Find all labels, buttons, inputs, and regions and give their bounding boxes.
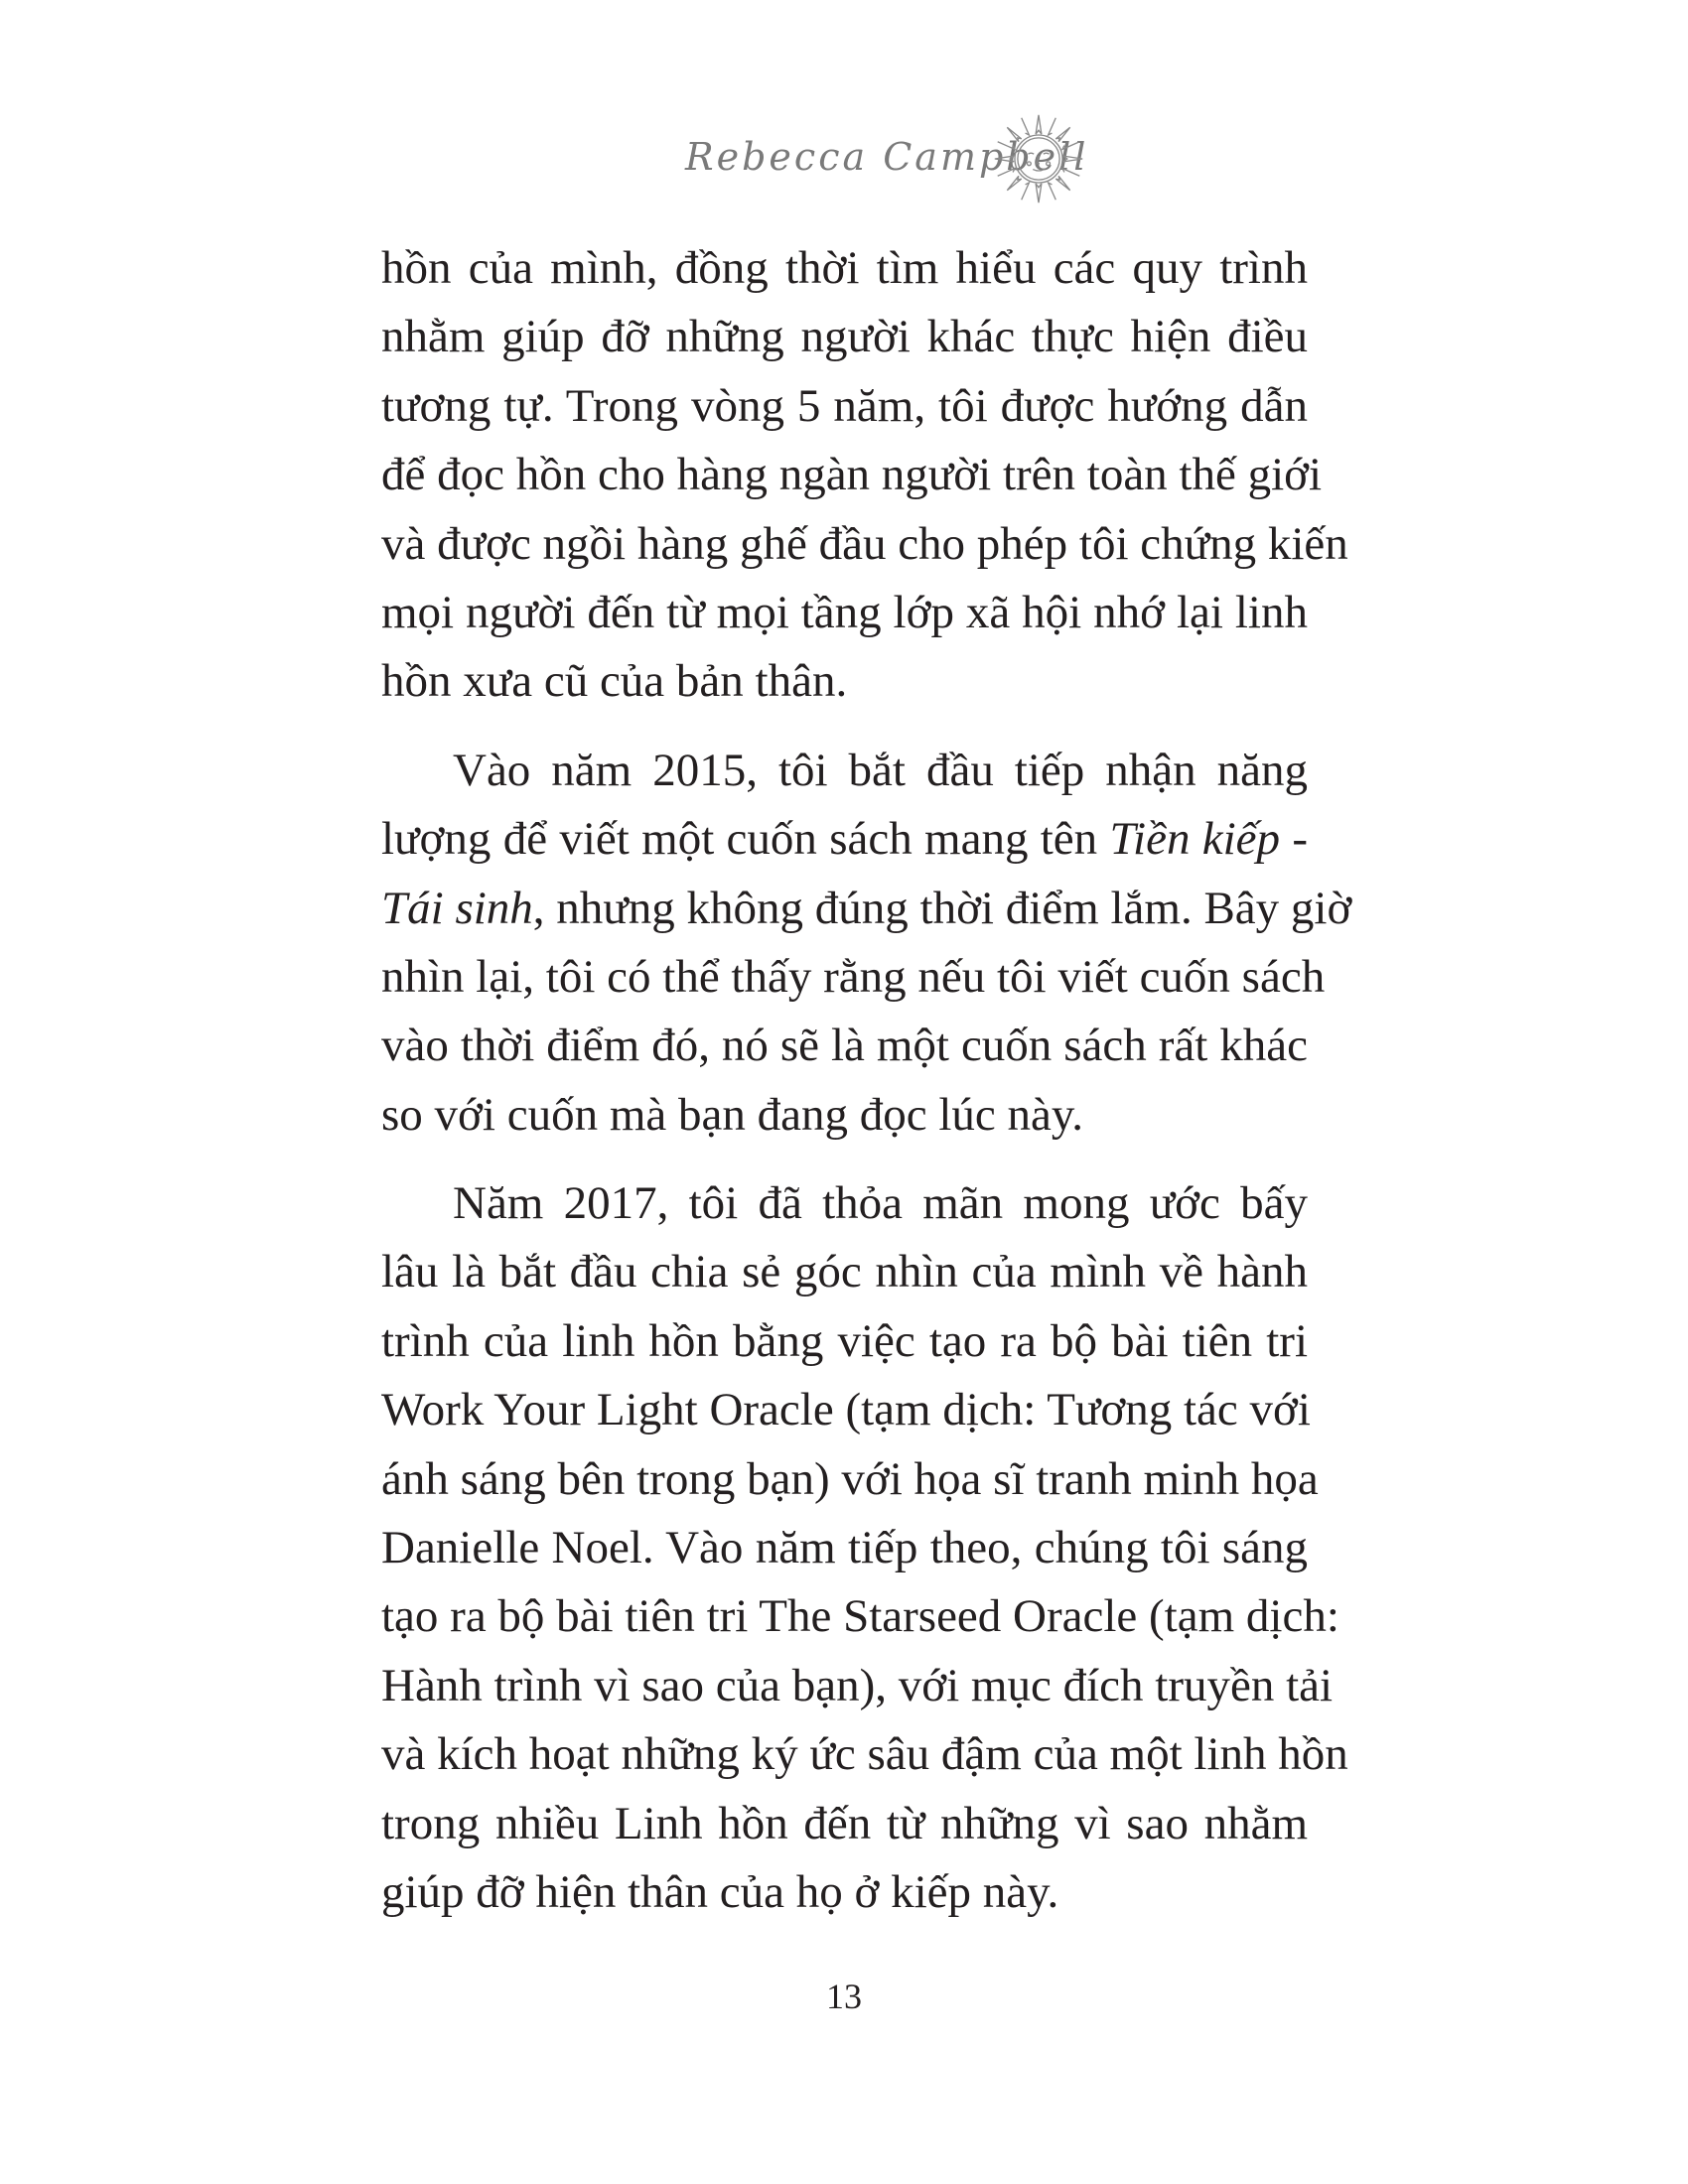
text-line: tạo ra bộ bài tiên tri The Starseed Oracle (tạm dịch:: [381, 1590, 1339, 1643]
page-number: 13: [826, 1977, 862, 2016]
text-line: lâu là bắt đầu chia sẻ góc nhìn của mình về hành: [381, 1246, 1308, 1298]
sun-face-icon: [991, 111, 1086, 206]
text-line: và kích hoạt những ký ức sâu đậm của một linh hồn: [381, 1728, 1348, 1781]
body-text: [381, 234, 1352, 1947]
text-line: nhằm giúp đỡ những người khác thực hiện điều: [381, 311, 1308, 363]
text-line: so với cuốn mà bạn đang đọc lúc này.: [381, 1088, 1084, 1141]
book-title-italic: Tiền kiếp -: [1109, 813, 1308, 866]
text-run: lượng để viết một cuốn sách mang tên: [381, 813, 1110, 866]
text-line: hồn của mình, đồng thời tìm hiểu các quy trình: [381, 242, 1308, 294]
text-line: tương tự. Trong vòng 5 năm, tôi được hướng dẫn: [381, 379, 1308, 432]
text-line: Work Your Light Oracle (tạm dịch: Tương tác với: [381, 1384, 1311, 1436]
text-line: [381, 805, 1308, 874]
text-line: [381, 875, 1352, 943]
text-line: vào thời điểm đó, nó sẽ là một cuốn sách rất khác: [381, 1020, 1308, 1072]
text-line: Danielle Noel. Vào năm tiếp theo, chúng tôi sáng: [381, 1522, 1308, 1574]
paragraph-2: [381, 737, 1352, 1150]
text-run: , nhưng không đúng thời điểm lắm. Bây giờ: [532, 882, 1352, 934]
text-line: Hành trình vì sao của bạn), với mục đích truyền tải: [381, 1659, 1334, 1711]
book-title-italic: Tái sinh: [381, 882, 533, 934]
text-line: mọi người đến từ mọi tầng lớp xã hội nhớ lại linh: [381, 586, 1308, 638]
text-line: hồn xưa cũ của bản thân.: [381, 655, 848, 708]
text-line: nhìn lại, tôi có thể thấy rằng nếu tôi viết cuốn sách: [381, 950, 1326, 1003]
text-line: và được ngồi hàng ghế đầu cho phép tôi chứng kiến: [381, 517, 1348, 570]
paragraph-1: [381, 234, 1348, 717]
paragraph-3: [381, 1169, 1348, 1927]
text-line: giúp đỡ hiện thân của họ ở kiếp này.: [381, 1865, 1059, 1918]
running-head: [0, 127, 1688, 216]
text-line: Năm 2017, tôi đã thỏa mãn mong ước bấy: [453, 1177, 1308, 1230]
text-line: để đọc hồn cho hàng ngàn người trên toàn thế giới: [381, 449, 1323, 501]
text-line: trong nhiều Linh hồn đến từ những vì sao nhằm: [381, 1797, 1308, 1849]
text-line: trình của linh hồn bằng việc tạo ra bộ bài tiên tri: [381, 1314, 1308, 1367]
text-line: Vào năm 2015, tôi bắt đầu tiếp nhận năng: [453, 744, 1308, 796]
running-head-author: Rebecca Campbell: [685, 135, 1089, 179]
text-line: ánh sáng bên trong bạn) với họa sĩ tranh minh họa: [381, 1452, 1319, 1505]
